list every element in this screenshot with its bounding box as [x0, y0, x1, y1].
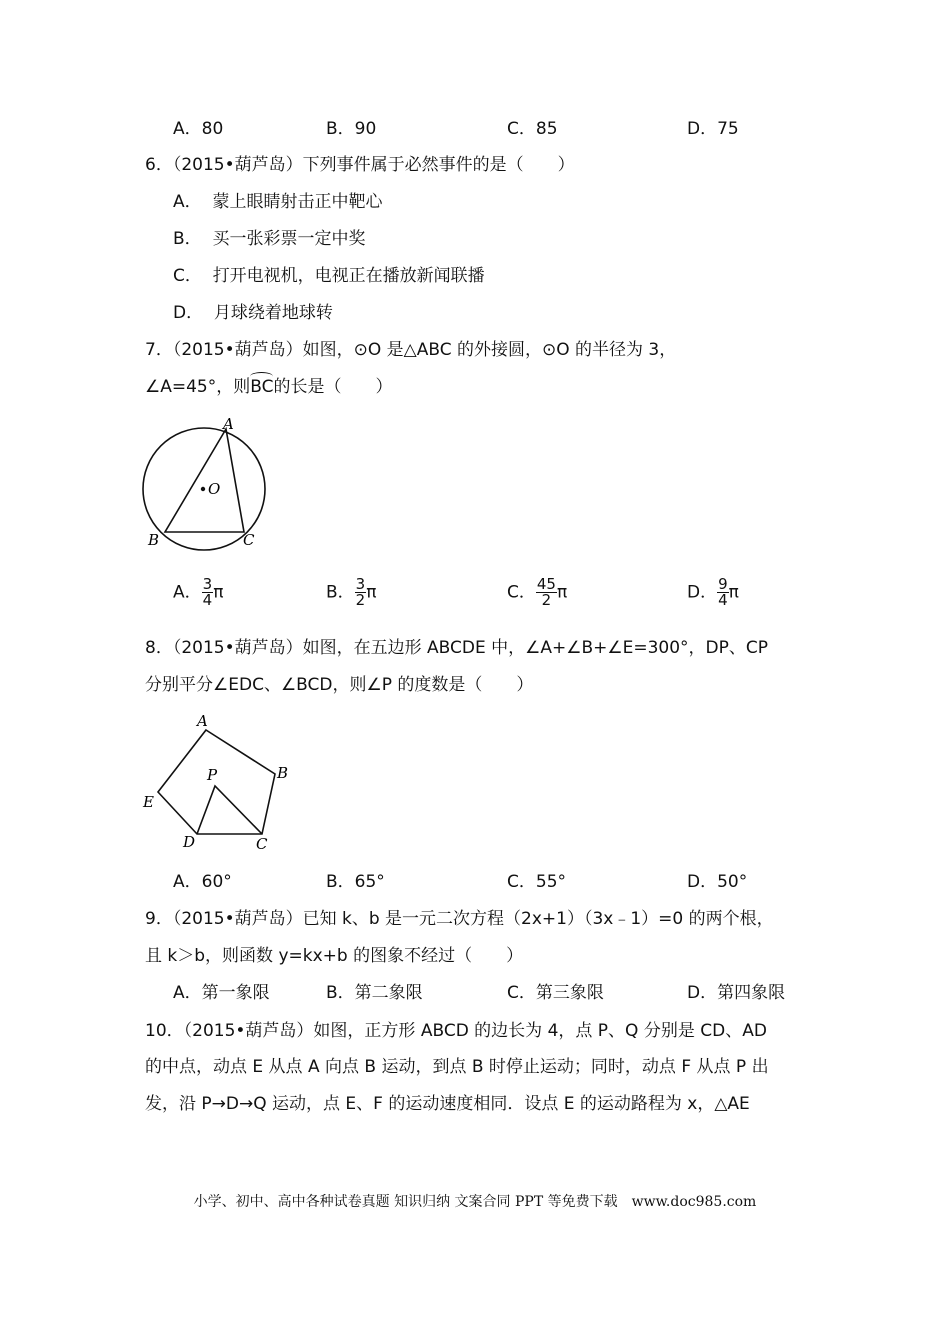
q6-stem: 6．（2015•葫芦岛）下列事件属于必然事件的是（ ）	[145, 155, 575, 175]
label-e: E	[143, 793, 154, 811]
q9-stem-line1: 9．（2015•葫芦岛）已知 k、b 是一元二次方程（2x+1）（3x﹣1）=0 的两个根，	[145, 909, 774, 929]
label-c: C	[243, 531, 255, 549]
label-b: B	[148, 531, 160, 549]
q9-option-d: D．第四象限	[687, 983, 786, 1003]
label-b: B	[277, 764, 289, 782]
label-o: O	[208, 480, 221, 498]
q8-pentagon-figure	[138, 710, 298, 855]
q9-option-b: B．第二象限	[326, 983, 423, 1003]
q5-option-d: D．75	[687, 119, 739, 139]
q7-circle-figure	[138, 415, 273, 555]
angle-p-lines	[197, 786, 262, 834]
triangle-abc	[165, 429, 244, 532]
q8-option-c: C．55°	[507, 872, 567, 892]
q9-option-a: A．第一象限	[173, 983, 270, 1003]
q8-option-d: D．50°	[687, 872, 748, 892]
q10-line2: 的中点，动点 E 从点 A 向点 B 运动，到点 B 时停止运动；同时，动点 F 从点 P 出	[145, 1057, 769, 1077]
q7-stem-line1: 7．（2015•葫芦岛）如图，⊙O 是△ABC 的外接圆，⊙O 的半径为 3，	[145, 340, 677, 360]
arc-bc: BC	[250, 377, 274, 397]
q8-option-b: B．65°	[326, 872, 385, 892]
q5-option-b: B．90	[326, 119, 377, 139]
label-a: A	[197, 712, 208, 730]
page-footer: 小学、初中、高中各种试卷真题 知识归纳 文案合同 PPT 等免费下载 www.doc985.com	[193, 1194, 757, 1210]
q10-line1: 10．（2015•葫芦岛）如图，正方形 ABCD 的边长为 4，点 P、Q 分别是 CD、AD	[145, 1021, 767, 1041]
q7-option-d: D． $\frac{9}{4}$ π	[687, 575, 739, 609]
q6-option-c: C． 打开电视机，电视正在播放新闻联播	[173, 266, 485, 286]
q5-option-a: A．80	[173, 119, 224, 139]
label-p: P	[207, 766, 218, 784]
q6-option-d: D． 月球绕着地球转	[173, 303, 333, 323]
q7-option-b: B． $\frac{3}{2}$ π	[326, 575, 377, 609]
q9-option-c: C．第三象限	[507, 983, 604, 1003]
label-c: C	[256, 835, 268, 853]
q9-stem-line2: 且 k＞b，则函数 y=kx+b 的图象不经过（ ）	[145, 946, 524, 966]
q8-stem-line1: 8．（2015•葫芦岛）如图，在五边形 ABCDE 中，∠A+∠B+∠E=300°，DP、CP	[145, 638, 769, 658]
center-point-o	[201, 487, 205, 491]
q7-option-c: C． $\frac{45}{2}$ π	[507, 575, 568, 609]
q7-stem-line2: ∠A=45°，则BC的长是（ ）	[145, 377, 393, 397]
q6-option-b: B． 买一张彩票一定中奖	[173, 229, 366, 249]
q5-option-c: C．85	[507, 119, 558, 139]
label-a: A	[223, 415, 234, 433]
q10-line3: 发，沿 P→D→Q 运动，点 E、F 的运动速度相同．设点 E 的运动路程为 x，△AE	[145, 1094, 750, 1114]
label-d: D	[183, 833, 196, 851]
q8-stem-line2: 分别平分∠EDC、∠BCD，则∠P 的度数是（ ）	[145, 675, 534, 695]
q6-option-a: A． 蒙上眼睛射击正中靶心	[173, 192, 383, 212]
q8-option-a: A．60°	[173, 872, 232, 892]
q7-option-a: A． $\frac{3}{4}$ π	[173, 575, 224, 609]
